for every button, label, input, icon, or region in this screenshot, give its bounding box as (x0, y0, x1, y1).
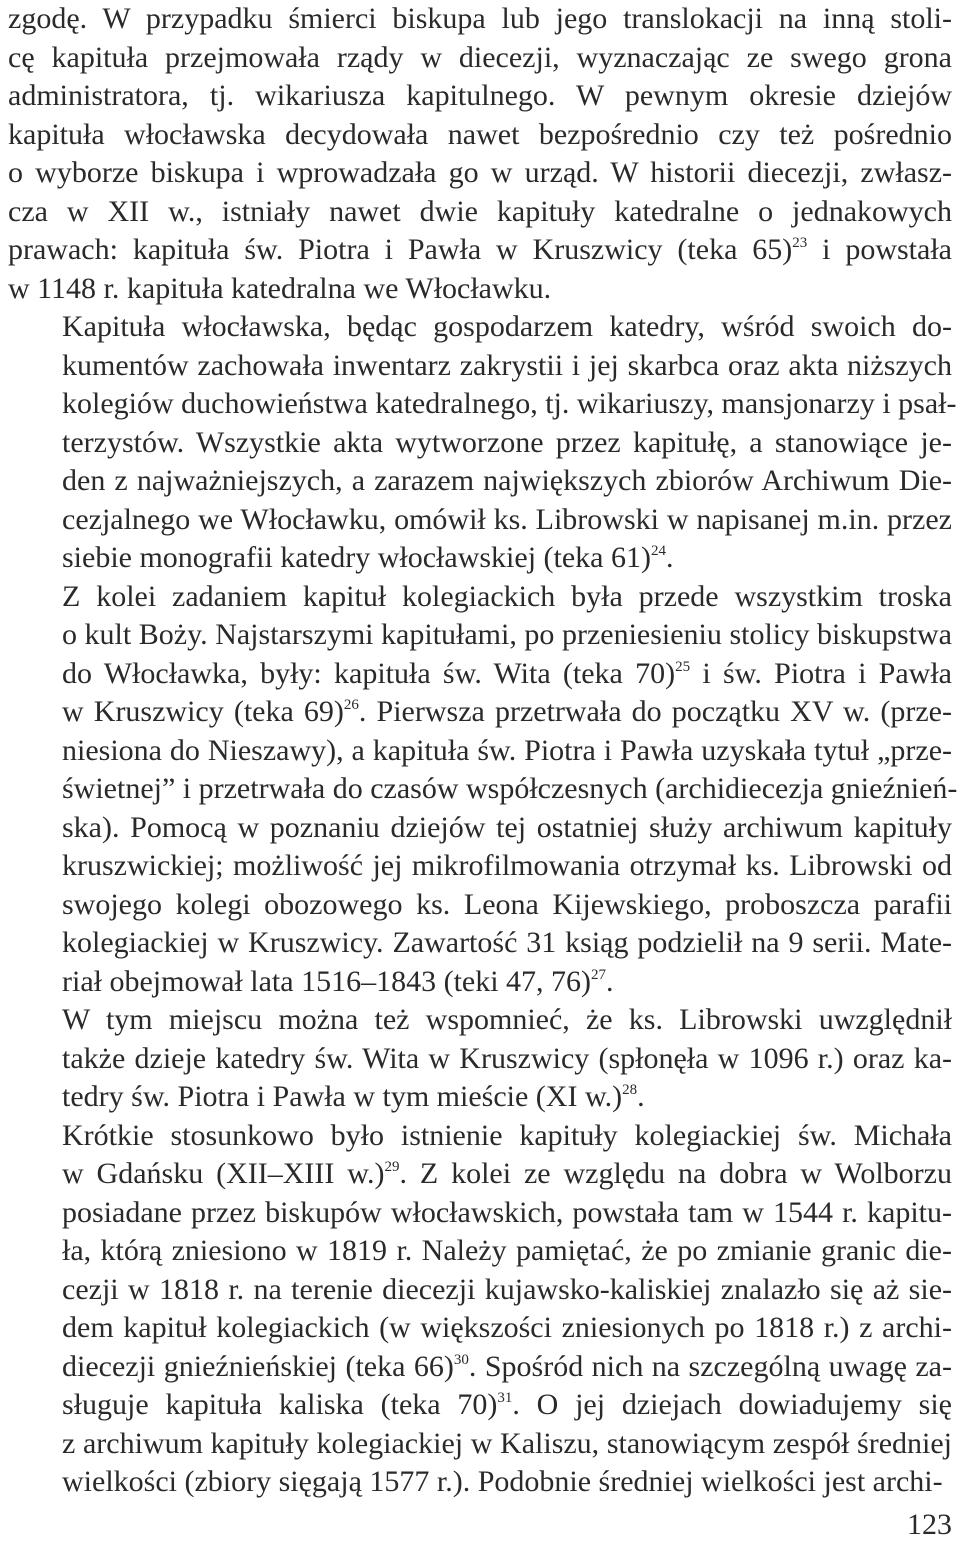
text-line: swojego kolegi obozowego ks. Leona Kijewskiego, proboszcza parafii (62, 887, 952, 921)
text-line: cezjalnego we Włocławku, omówił ks. Librowski w napisanej m.in. przez (62, 502, 952, 536)
text-line: administratora, tj. wikariusza kapitulnego. W pewnym okresie dziejów (8, 79, 952, 112)
text-line: dem kapituł kolegiackich (w większości zniesionych po 1818 r.) z archi- (62, 1311, 952, 1344)
text-line: tedry św. Piotra i Pawła w tym mieście (XI w.)$^{28}$. (62, 1080, 645, 1113)
text-line: W tym miejscu można też wspomnieć, że ks. Librowski uwzględnił (62, 1003, 952, 1036)
text-line: Kapituła włocławska, będąc gospodarzem katedry, wśród swoich do- (62, 310, 952, 343)
text-line: diecezji gnieźnieńskiej (teka 66)$^{30}$. Spośród nich na szczególną uwagę za- (62, 1349, 952, 1383)
text-line: niesiona do Nieszawy), a kapituła św. Piotra i Pawła uzyskała tytuł „prze- (62, 733, 952, 767)
text-line: cę kapituła przejmowała rządy w diecezji, wyznaczając ze swego grona (8, 40, 952, 74)
text-line: świetnej” i przetrwała do czasów współczesnych (archidiecezja gnieźnień- (62, 772, 958, 805)
text-line: wielkości (zbiory sięgają 1577 r.). Podobnie średniej wielkości jest archi- (62, 1465, 943, 1498)
footnote-ref[interactable]: 24 (650, 543, 666, 559)
text-line: zgodę. W przypadku śmierci biskupa lub jego translokacji na inną stoli- (8, 2, 952, 35)
text-line: kapituła włocławska decydowała nawet bezpośrednio czy też pośrednio (8, 117, 952, 151)
text-line: riał obejmował lata 1516–1843 (teki 47, 76)$^{27}$. (62, 964, 614, 998)
text-line: także dzieje katedry św. Wita w Kruszwicy (spłonęła w 1096 r.) oraz ka- (62, 1041, 952, 1075)
text-line: cezji w 1818 r. na terenie diecezji kujawsko-kaliskiej znalazło się aż sie- (62, 1272, 952, 1306)
text-line: ła, którą zniesiono w 1819 r. Należy pamiętać, że po zmianie granic die- (62, 1234, 952, 1267)
text-line: z archiwum kapituły kolegiackiej w Kaliszu, stanowiącym zespół średniej (62, 1426, 952, 1460)
text-line: w Kruszwicy (teka 69)$^{26}$. Pierwsza przetrwała do początku XV w. (prze- (62, 695, 952, 728)
footnote-ref[interactable]: 28 (622, 1082, 638, 1098)
text-line: sługuje kapituła kaliska (teka 70)$^{31}$. O jej dziejach dowiadujemy się (62, 1388, 952, 1421)
paragraph (8, 1001, 952, 1117)
footnote-ref[interactable]: 29 (384, 1159, 400, 1175)
text-line: kruszwickiej; możliwość jej mikrofilmowania otrzymał ks. Librowski od (62, 849, 952, 882)
text-line: terzystów. Wszystkie akta wytworzone przez kapitułę, a stanowiące je- (62, 425, 952, 459)
page-number: 123 (907, 1508, 952, 1541)
text-line: Z kolei zadaniem kapituł kolegiackich była przede wszystkim troska (62, 579, 952, 613)
text-line: w Gdańsku (XII–XIII w.)$^{29}$. Z kolei ze względu na dobra w Wolborzu (62, 1157, 952, 1190)
paragraph (8, 1117, 952, 1502)
footnote-ref[interactable]: 25 (675, 658, 691, 675)
footnote-ref[interactable]: 31 (497, 1390, 513, 1406)
text-line: posiadane przez biskupów włocławskich, powstała tam w 1544 r. kapitu- (62, 1195, 952, 1229)
text-line: o kult Boży. Najstarszymi kapitułami, po przeniesieniu stolicy biskupstwa (62, 618, 952, 651)
text-line: kumentów zachowała inwentarz zakrystii i jej skarbca oraz akta niższych (62, 348, 952, 382)
paragraph (8, 0, 952, 308)
text-line: o wyborze biskupa i wprowadzała go w urząd. W historii diecezji, zwłasz- (8, 156, 952, 189)
body-text (8, 0, 958, 1502)
paragraph (8, 308, 957, 578)
text-line: cza w XII w., istniały nawet dwie kapituły katedralne o jednakowych (8, 194, 952, 228)
text-line: kolegiackiej w Kruszwicy. Zawartość 31 ksiąg podzielił na 9 serii. Mate- (62, 926, 952, 959)
text-line: kolegiów duchowieństwa katedralnego, tj. wikariuszy, mansjonarzy i psał- (62, 387, 957, 420)
text-line: prawach: kapituła św. Piotra i Pawła w Kruszwicy (teka 65)$^{23}$ i powstała (8, 233, 952, 266)
footnote-ref[interactable]: 30 (453, 1351, 469, 1368)
text-line: ska). Pomocą w poznaniu dziejów tej ostatniej służy archiwum kapituły (62, 810, 952, 844)
document-page (8, 0, 958, 1502)
footnote-ref[interactable]: 27 (591, 966, 607, 983)
text-line: den z najważniejszych, a zarazem największych zbiorów Archiwum Die- (62, 464, 952, 497)
text-line: do Włocławka, były: kapituła św. Wita (teka 70)$^{25}$ i św. Piotra i Pawła (62, 656, 952, 690)
footnote-ref[interactable]: 26 (343, 697, 359, 713)
paragraph (8, 578, 958, 1002)
text-line: siebie monografii katedry włocławskiej (teka 61)$^{24}$. (62, 541, 674, 574)
text-line: Krótkie stosunkowo było istnienie kapituły kolegiackiej św. Michała (62, 1118, 952, 1152)
footnote-ref[interactable]: 23 (792, 235, 808, 251)
text-line: w 1148 r. kapituła katedralna we Włocławku. (8, 271, 552, 305)
